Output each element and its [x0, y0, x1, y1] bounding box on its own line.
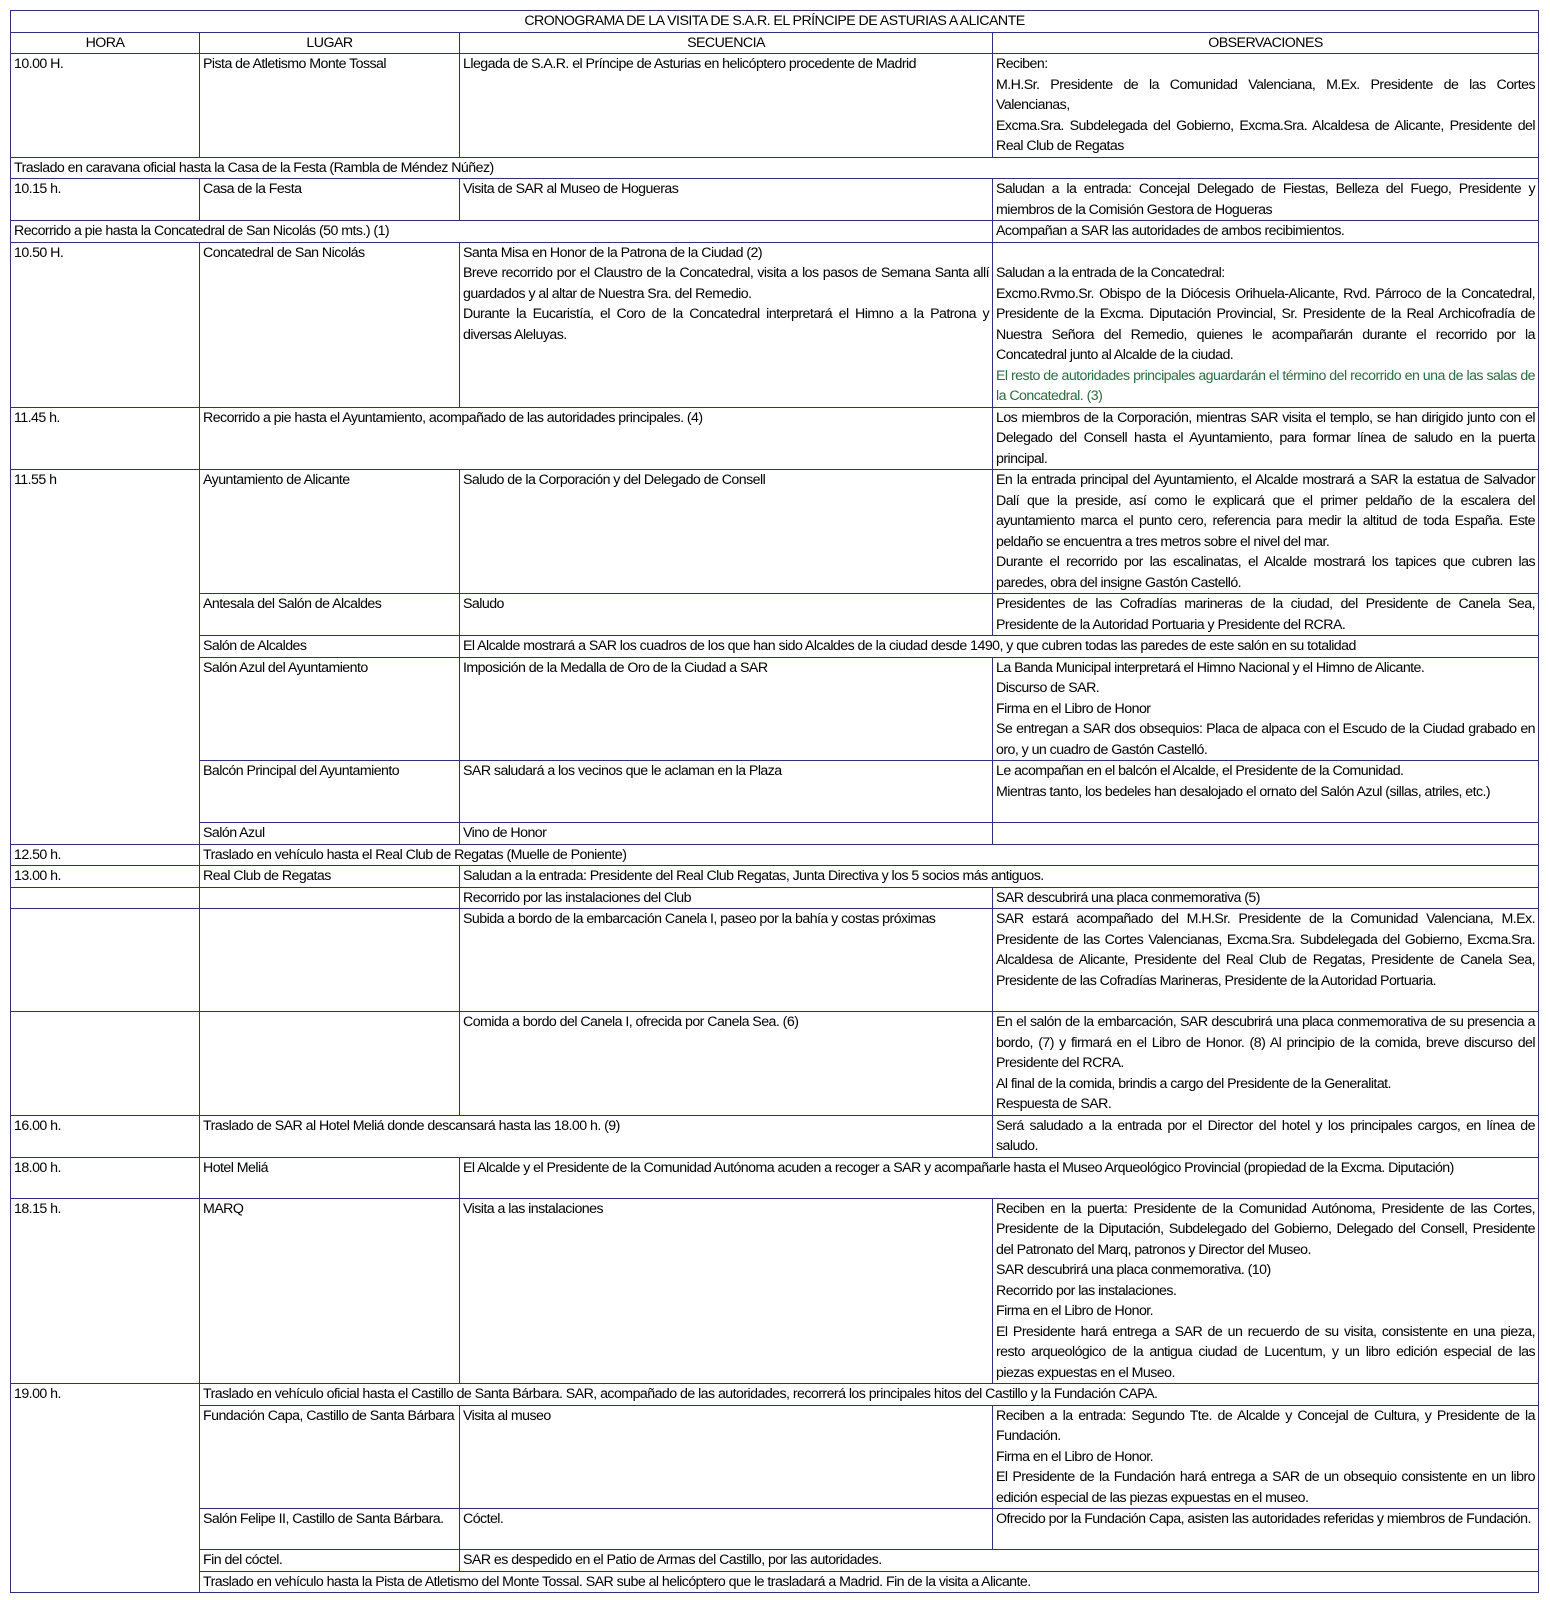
obs-line: Saludan a la entrada de la Concatedral:: [996, 265, 1225, 281]
obs-line: El Presidente de la Fundación hará entrega a SAR de un obsequio consistente en un libro edición especial de las piezas expuestas en el museo.: [996, 1469, 1535, 1506]
cell-secuencia: [460, 242, 993, 407]
cell-observaciones: [993, 1405, 1539, 1509]
header-observaciones: OBSERVACIONES: [993, 32, 1539, 54]
cell-lugar: Salón Azul del Ayuntamiento: [200, 657, 460, 761]
obs-line: En la entrada principal del Ayuntamiento, el Alcalde mostrará a SAR la estatua de Salvador Dalí que la preside, así como le explicará que el primer peldaño de la escalera del ayuntamiento marca el punto cero, referencia para medir la altitud de toda España. Este peldaño se encuentra a tres metros sobre el nivel del mar.: [996, 472, 1535, 550]
cell-lugar: Salón de Alcaldes: [200, 636, 460, 658]
cell-secuencia: Saludo: [460, 594, 993, 636]
cell-hora: [11, 1012, 200, 1116]
obs-line: Respuesta de SAR.: [996, 1096, 1112, 1112]
obs-line: M.H.Sr. Presidente de la Comunidad Valenciana, M.Ex. Presidente de las Cortes Valencianas,: [996, 76, 1535, 113]
obs-line-highlight: El resto de autoridades principales aguardarán el término del recorrido en una de las salas de la Concatedral. (3): [996, 367, 1535, 404]
cell-observaciones: [993, 1198, 1539, 1384]
cell-secuencia: SAR es despedido en el Patio de Armas del Castillo, por las autoridades.: [460, 1550, 1539, 1572]
cell-observaciones: Los miembros de la Corporación, mientras SAR visita el templo, se han dirigido junto con el Delegado del Consell hasta el Ayuntamiento, para formar línea de saludo en la puerta principal.: [993, 407, 1539, 470]
cell-secuencia: Visita a las instalaciones: [460, 1198, 993, 1384]
cell-observaciones: Presidentes de las Cofradías marineras de la ciudad, del Presidente de Canela Sea, Presidente de la Autoridad Portuaria y Presidente del RCRA.: [993, 594, 1539, 636]
obs-line: Durante el recorrido por las escalinatas, el Alcalde mostrará los tapices que cubren las paredes, obra del insigne Gastón Castelló.: [996, 554, 1535, 591]
cell-secuencia: El Alcalde y el Presidente de la Comunidad Autónoma acuden a recoger a SAR y acompañarle hasta el Museo Arqueológico Provincial (propiedad de la Excma. Diputación): [460, 1157, 1539, 1198]
obs-line: Le acompañan en el balcón el Alcalde, el Presidente de la Comunidad.: [996, 763, 1404, 779]
cell-secuencia: Saludo de la Corporación y del Delegado de Consell: [460, 470, 993, 594]
obs-line: Excma.Sra. Subdelegada del Gobierno, Excma.Sra. Alcaldesa de Alicante, Presidente del Real Club de Regatas: [996, 117, 1535, 154]
cell-traslado: Traslado en vehículo oficial hasta el Castillo de Santa Bárbara. SAR, acompañado de las autoridades, recorrerá los principales hitos del Castillo y la Fundación CAPA.: [200, 1384, 1539, 1406]
cell-lugar: Fundación Capa, Castillo de Santa Bárbara: [200, 1405, 460, 1509]
cell-lugar: Concatedral de San Nicolás: [200, 242, 460, 407]
cell-observaciones: Saludan a la entrada: Concejal Delegado de Fiestas, Belleza del Fuego, Presidente y miembros de la Comisión Gestora de Hogueras: [993, 179, 1539, 221]
table-row: [11, 1571, 1539, 1593]
cell-lugar: Ayuntamiento de Alicante: [200, 470, 460, 594]
cell-hora: [11, 909, 200, 1012]
obs-line: El Presidente hará entrega a SAR de un recuerdo de su visita, consistente en una pieza, resto arqueológico de la antigua ciudad de Lucentum, y un libro edición especial de las piezas expuestas en el Museo.: [996, 1323, 1535, 1381]
cell-hora: 18.15 h.: [11, 1198, 200, 1384]
header-secuencia: SECUENCIA: [460, 32, 993, 54]
obs-line: Firma en el Libro de Honor: [996, 700, 1151, 717]
seq-line: Santa Misa en Honor de la Patrona de la Ciudad (2): [463, 244, 763, 261]
cell-hora: 10.15 h.: [11, 179, 200, 221]
table-row: [11, 909, 1539, 1012]
obs-line: Reciben:: [996, 56, 1048, 72]
table-row: [11, 887, 1539, 909]
table-row: [11, 866, 1539, 888]
table-row: [11, 157, 1539, 179]
cell-lugar: Salón Felipe II, Castillo de Santa Bárbara.: [200, 1509, 460, 1550]
cell-traslado: Traslado en vehículo hasta la Pista de Atletismo del Monte Tossal. SAR sube al helicóptero que le trasladará a Madrid. Fin de la visita a Alicante.: [200, 1571, 1539, 1593]
table-row: [11, 470, 1539, 594]
cell-lugar: Salón Azul: [200, 823, 460, 845]
cell-observaciones: [993, 242, 1539, 407]
title-row: [11, 11, 1539, 33]
obs-line: La Banda Municipal interpretará el Himno Nacional y el Himno de Alicante.: [996, 659, 1425, 676]
obs-line: [996, 243, 1535, 264]
table-row: [11, 1157, 1539, 1198]
cell-lugar: Real Club de Regatas: [200, 866, 460, 888]
cell-traslado: Traslado en vehículo hasta el Real Club de Regatas (Muelle de Poniente): [200, 844, 1539, 866]
cell-hora: [11, 887, 200, 909]
table-row: [11, 657, 1539, 761]
table-row: [11, 179, 1539, 221]
cell-observaciones: [993, 761, 1539, 823]
cell-recorrido: Recorrido a pie hasta la Concatedral de San Nicolás (50 mts.) (1): [11, 221, 993, 243]
seq-line: Breve recorrido por el Claustro de la Concatedral, visita a los pasos de Semana Santa allí guardados y al altar de Nuestra Sra. del Remedio.: [463, 265, 989, 302]
header-hora: HORA: [11, 32, 200, 54]
header-lugar: LUGAR: [200, 32, 460, 54]
table-row: [11, 1012, 1539, 1116]
table-row: [11, 1550, 1539, 1572]
obs-line: Reciben en la puerta: Presidente de la Comunidad Autónoma, Presidente de las Cortes, Presidente de la Diputación, Subdelegado del Gobierno, Delegado del Consell, Presidente del Patronato del Marq, patronos y Director del Museo.: [996, 1200, 1535, 1258]
cell-hora: 12.50 h.: [11, 844, 200, 866]
cell-secuencia: Traslado de SAR al Hotel Meliá donde descansará hasta las 18.00 h. (9): [200, 1115, 993, 1157]
header-row: [11, 32, 1539, 54]
cell-hora: 11.45 h.: [11, 407, 200, 470]
table-row: [11, 54, 1539, 158]
schedule-sheet: [10, 10, 1538, 1593]
cell-secuencia: SAR saludará a los vecinos que le aclaman en la Plaza: [460, 761, 993, 823]
cell-lugar: Casa de la Festa: [200, 179, 460, 221]
obs-line: SAR descubrirá una placa conmemorativa. (10): [996, 1262, 1271, 1278]
cell-hora: 16.00 h.: [11, 1115, 200, 1157]
cell-hora: 10.50 H.: [11, 242, 200, 407]
cell-lugar: Hotel Meliá: [200, 1157, 460, 1198]
cell-observaciones: SAR estará acompañado del M.H.Sr. Presidente de la Comunidad Valenciana, M.Ex. Presidente de las Cortes Valencianas, Excma.Sra. Subdelegada del Gobierno, Excma.Sra. Alcaldesa de Alicante, Presidente del Real Club de Regatas, Presidente de Canela Sea, Presidente de las Cofradías Marineras, Presidente de la Autoridad Portuaria.: [993, 909, 1539, 1012]
obs-line: Mientras tanto, los bedeles han desalojado el ornato del Salón Azul (sillas, atriles, etc.): [996, 783, 1491, 800]
obs-line: Al final de la comida, brindis a cargo del Presidente de la Generalitat.: [996, 1075, 1391, 1092]
cell-lugar: [200, 887, 460, 909]
obs-line: Firma en el Libro de Honor.: [996, 1448, 1154, 1465]
table-row: [11, 1405, 1539, 1509]
cell-observaciones: Será saludado a la entrada por el Director del hotel y los principales cargos, en línea de saludo.: [993, 1115, 1539, 1157]
cell-hora: 10.00 H.: [11, 54, 200, 158]
cell-lugar: [200, 1012, 460, 1116]
table-row: [11, 761, 1539, 823]
table-row: [11, 636, 1539, 658]
obs-line: Discurso de SAR.: [996, 680, 1100, 696]
seq-line: Durante la Eucaristía, el Coro de la Concatedral interpretará el Himno a la Patrona y diversas Aleluyas.: [463, 306, 989, 343]
table-row: [11, 594, 1539, 636]
cell-lugar: Pista de Atletismo Monte Tossal: [200, 54, 460, 158]
table-row: [11, 1198, 1539, 1384]
cell-secuencia: Imposición de la Medalla de Oro de la Ciudad a SAR: [460, 657, 993, 761]
cell-recorrido: Recorrido a pie hasta el Ayuntamiento, acompañado de las autoridades principales. (4): [200, 407, 993, 470]
cell-hora: 13.00 h.: [11, 866, 200, 888]
cell-secuencia: Subida a bordo de la embarcación Canela I, paseo por la bahía y costas próximas: [460, 909, 993, 1012]
cell-observaciones: Acompañan a SAR las autoridades de ambos recibimientos.: [993, 221, 1539, 243]
schedule-table: [10, 10, 1539, 1593]
cell-observaciones: SAR descubrirá una placa conmemorativa (5): [993, 887, 1539, 909]
cell-secuencia: Cóctel.: [460, 1509, 993, 1550]
cell-lugar: Antesala del Salón de Alcaldes: [200, 594, 460, 636]
table-row: [11, 221, 1539, 243]
cell-lugar: [200, 909, 460, 1012]
cell-traslado: Traslado en caravana oficial hasta la Casa de la Festa (Rambla de Méndez Núñez): [11, 157, 1539, 179]
table-row: [11, 242, 1539, 407]
cell-secuencia: Llegada de S.A.R. el Príncipe de Asturias en helicóptero procedente de Madrid: [460, 54, 993, 158]
cell-observaciones: [993, 1012, 1539, 1116]
cell-hora: 19.00 h.: [11, 1384, 200, 1593]
obs-line: Excmo.Rvmo.Sr. Obispo de la Diócesis Orihuela-Alicante, Rvd. Párroco de la Concatedral, Presidente de la Excma. Diputación Provincial, Sr. Presidente de la Real Archicofradía de Nuestra Señora del Remedio, quienes le acompañarán durante el recorrido por la Concatedral junto al Alcalde de la ciudad.: [996, 285, 1535, 363]
table-row: [11, 1115, 1539, 1157]
cell-observaciones: [993, 470, 1539, 594]
cell-observaciones: [993, 657, 1539, 761]
cell-secuencia: El Alcalde mostrará a SAR los cuadros de los que han sido Alcaldes de la ciudad desde 1490, y que cubren todas las paredes de este salón en su totalidad: [460, 636, 1539, 658]
cell-secuencia: Visita al museo: [460, 1405, 993, 1509]
table-row: [11, 407, 1539, 470]
cell-secuencia: Visita de SAR al Museo de Hogueras: [460, 179, 993, 221]
cell-observaciones: Ofrecido por la Fundación Capa, asisten las autoridades referidas y miembros de Fundación.: [993, 1509, 1539, 1550]
cell-lugar: Fin del cóctel.: [200, 1550, 460, 1572]
table-row: [11, 1384, 1539, 1406]
table-row: [11, 1509, 1539, 1550]
cell-hora: 11.55 h: [11, 470, 200, 845]
obs-line: Firma en el Libro de Honor.: [996, 1303, 1154, 1319]
cell-secuencia: Recorrido por las instalaciones del Club: [460, 887, 993, 909]
table-row: [11, 844, 1539, 866]
cell-lugar: MARQ: [200, 1198, 460, 1384]
cell-secuencia: Saludan a la entrada: Presidente del Real Club Regatas, Junta Directiva y los 5 socios más antiguos.: [460, 866, 1539, 888]
schedule-title: CRONOGRAMA DE LA VISITA DE S.A.R. EL PRÍNCIPE DE ASTURIAS A ALICANTE: [11, 11, 1539, 33]
obs-line: Reciben a la entrada: Segundo Tte. de Alcalde y Concejal de Cultura, y Presidente de la Fundación.: [996, 1407, 1535, 1444]
cell-observaciones: [993, 54, 1539, 158]
obs-line: Se entregan a SAR dos obsequios: Placa de alpaca con el Escudo de la Ciudad grabado en oro, y un cuadro de Gastón Castelló.: [996, 721, 1535, 758]
cell-hora: 18.00 h.: [11, 1157, 200, 1198]
cell-lugar: Balcón Principal del Ayuntamiento: [200, 761, 460, 823]
obs-line: En el salón de la embarcación, SAR descubrirá una placa conmemorativa de su presencia a bordo, (7) y firmará en el Libro de Honor. (8) Al principio de la comida, breve discurso del Presidente del RCRA.: [996, 1014, 1535, 1071]
table-row: [11, 823, 1539, 845]
obs-line: Recorrido por las instalaciones.: [996, 1282, 1177, 1299]
cell-observaciones: [993, 823, 1539, 845]
cell-secuencia: Vino de Honor: [460, 823, 993, 845]
cell-secuencia: Comida a bordo del Canela I, ofrecida por Canela Sea. (6): [460, 1012, 993, 1116]
